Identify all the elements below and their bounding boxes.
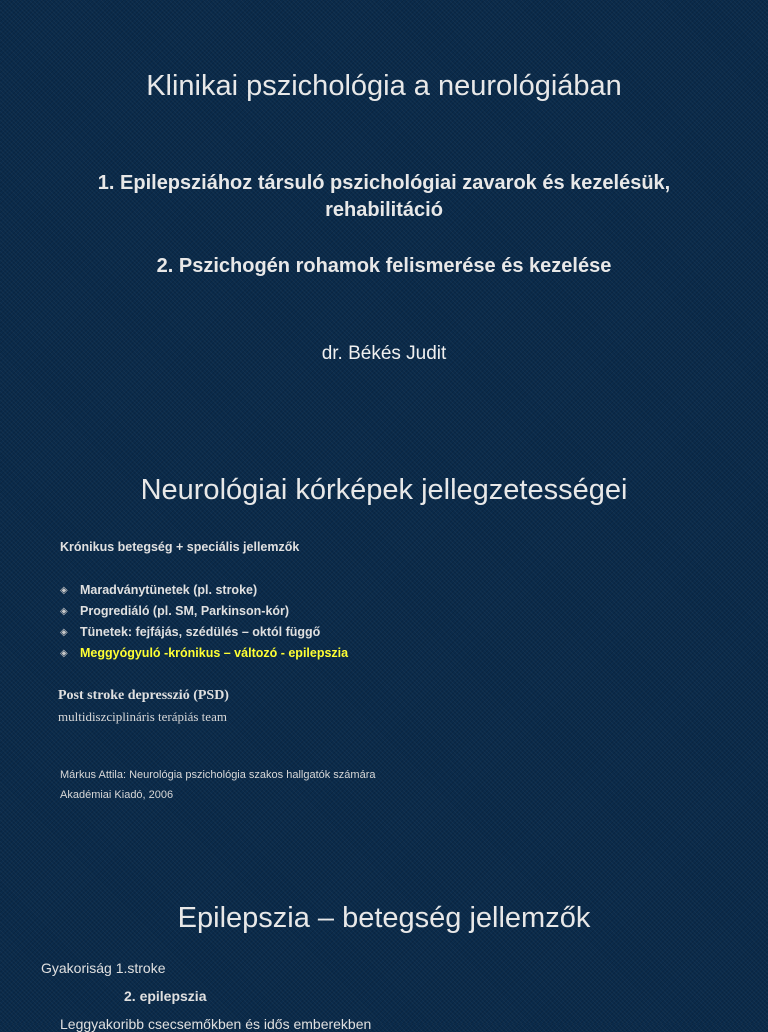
frequency-line-1: Gyakoriság 1.stroke bbox=[41, 960, 166, 976]
psd-heading: Post stroke depresszió (PSD) bbox=[58, 688, 229, 703]
psd-subtitle: multidiszciplináris terápiás team bbox=[58, 709, 227, 724]
topic-1-line-2: rehabilitáció bbox=[325, 199, 443, 221]
bullet-text: Progrediáló (pl. SM, Parkinson-kór) bbox=[80, 604, 290, 618]
bullet-item bbox=[60, 580, 348, 601]
reference-line-2: Akadémiai Kiadó, 2006 bbox=[60, 789, 174, 801]
slide-2-lead: Krónikus betegség + speciális jellemzők bbox=[60, 540, 300, 554]
bullet-item-highlighted bbox=[60, 643, 348, 664]
slide-2-bullet-list bbox=[60, 580, 348, 664]
diamond-bullet-icon: ◈ bbox=[60, 627, 68, 638]
slide-2-title: Neurológiai kórképek jellegzetességei bbox=[140, 474, 628, 506]
slide-2 bbox=[0, 430, 768, 860]
slide-1-topic-2: 2. Pszichogén rohamok felismerése és kezelése bbox=[156, 255, 612, 277]
bullet-text: Maradványtünetek (pl. stroke) bbox=[80, 583, 258, 597]
bullet-text: Tünetek: fejfájás, szédülés – októl függő bbox=[80, 625, 321, 639]
slide-3 bbox=[0, 860, 768, 1032]
slide-1-topic-1 bbox=[0, 170, 768, 224]
frequency-line-3: Leggyakoribb csecsemőkben és idős emberekben bbox=[60, 1016, 372, 1032]
topic-1-line-1: 1. Epilepsziához társuló pszichológiai zavarok és kezelésük, bbox=[97, 172, 671, 194]
frequency-line-2: 2. epilepszia bbox=[124, 988, 207, 1004]
diamond-bullet-icon: ◈ bbox=[60, 606, 68, 617]
diamond-bullet-icon: ◈ bbox=[60, 585, 68, 596]
slide-1 bbox=[0, 0, 768, 430]
reference-line-1: Márkus Attila: Neurológia pszichológia szakos hallgatók számára bbox=[60, 769, 376, 781]
slide-1-author: dr. Békés Judit bbox=[321, 343, 447, 364]
bullet-item bbox=[60, 601, 348, 622]
slide-1-title: Klinikai pszichológia a neurológiában bbox=[146, 70, 622, 102]
slide-3-title: Epilepszia – betegség jellemzők bbox=[177, 902, 591, 934]
bullet-text: Meggyógyuló -krónikus – változó - epilepszia bbox=[80, 646, 349, 660]
diamond-bullet-icon: ◈ bbox=[60, 648, 68, 659]
bullet-item bbox=[60, 622, 348, 643]
